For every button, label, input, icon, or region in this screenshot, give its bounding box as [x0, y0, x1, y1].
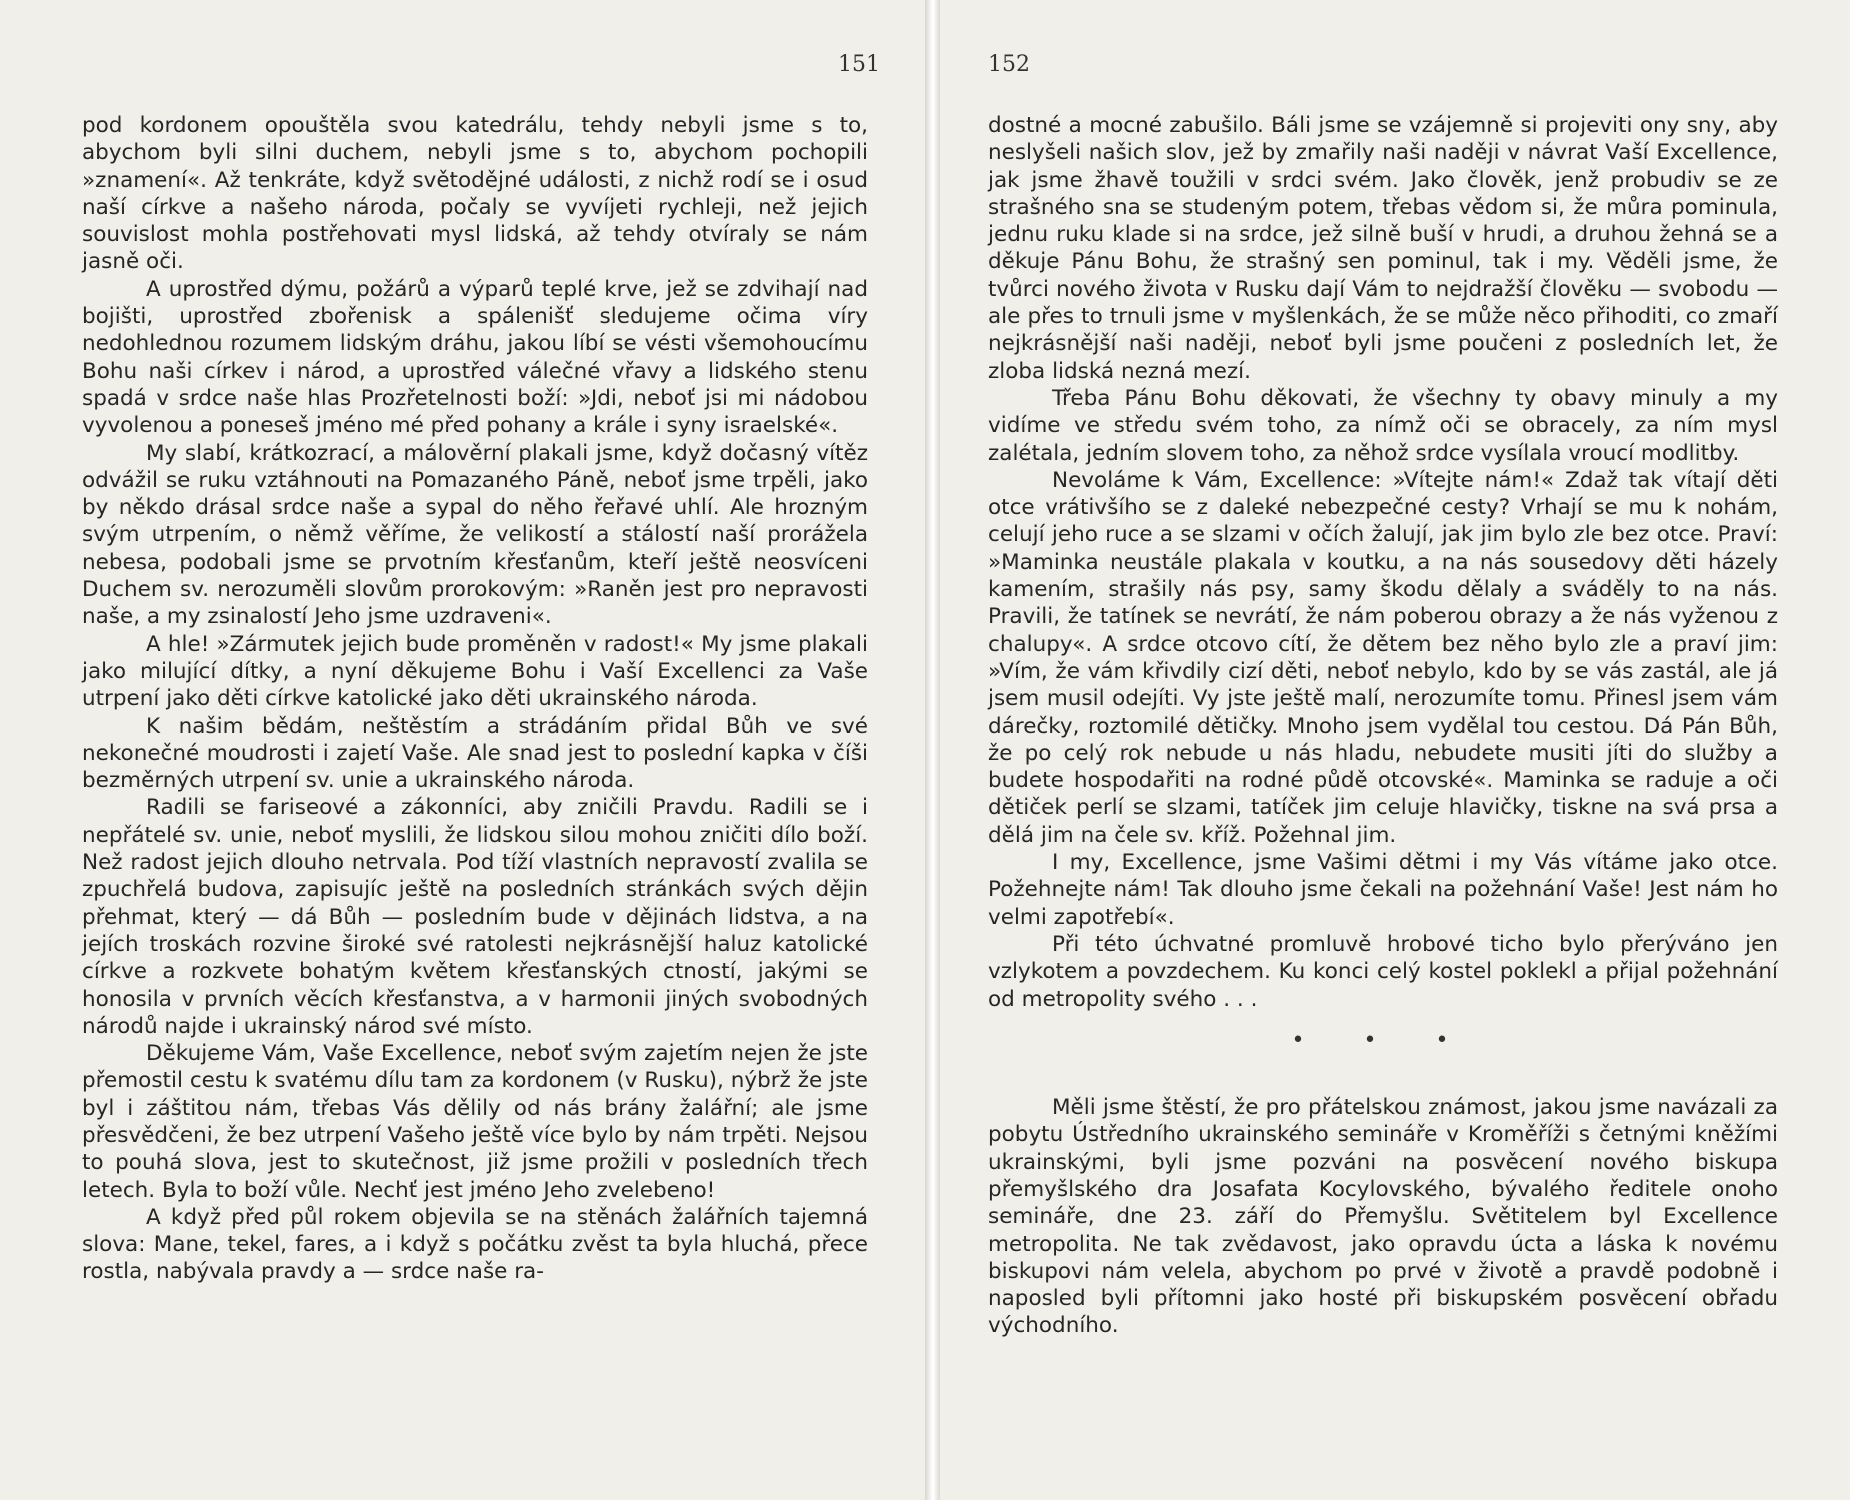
paragraph: dostné a mocné zabušilo. Báli jsme se vzájemně si projeviti ony sny, aby neslyšeli našich slov, jež by zmařily naši naději v návrat Vaší Excellence, jak jsme žhavě toužili v srdci svém. Jako člověk, jenž probudiv se ze strašného sna se studeným potem, třebas vědom si, že můra pominula, jednu ruku klade si na srdce, jež silně buší v hrudi, a druhou žehná se a děkuje Pánu Bohu, že strašný sen pominul, tak i my. Věděli jsme, že tvůrci nového života v Rusku dají Vám to nejdražší člověku — svobodu — ale přes to trnuli jsme v myšlenkách, že se může něco přihoditi, co zmaří nejkrásnější naši naději, neboť byli jsme poučeni z posledních let, že zloba lidská nezná mezí.: [988, 113, 1778, 384]
paragraph: A hle! »Zármutek jejich bude proměněn v radost!« My jsme plakali jako milující dítky, a nyní děkujeme Bohu i Vaší Excellenci za Vaše utrpení jako děti církve katolické jako děti ukrainského národa.: [82, 631, 868, 712]
paragraph: Při této úchvatné promluvě hrobové ticho bylo přerýváno jen vzlykotem a povzdechem. Ku konci celý kostel poklekl a přijal požehnání od metropolity svého . . .: [988, 931, 1778, 1012]
paragraph: K našim bědám, neštěstím a strádáním přidal Bůh ve své nekonečné moudrosti i zajetí Vaše. Ale snad jest to poslední kapka v číši bezměrných utrpení sv. unie a ukrainského národa.: [82, 713, 868, 794]
paragraph: My slabí, krátkozrací, a málověrní plakali jsme, když dočasný vítěz odvážil se ruku vztáhnouti na Pomazaného Páně, neboť jsme trpěli, jako by někdo drásal srdce naše a sypal do něho řeřavé uhlí. Ale hrozným svým utrpením, o němž věříme, že velikostí a stálostí naší prorážela nebesa, podobali jsme se prvotním křesťanům, kteří ještě neosvíceni Duchem sv. nerozuměli slovům prorokovým: »Raněn jest pro nepravosti naše, a my zsinalostí Jeho jsme uzdraveni«.: [82, 440, 868, 630]
paragraph: Děkujeme Vám, Vaše Excellence, neboť svým zajetím nejen že jste přemostil cestu k svatému dílu tam za kordonem (v Rusku), nýbrž že jste byl i záštitou nám, třebas Vás dělily od nás brány žalářní; ale jsme přesvědčeni, že bez utrpení Vašeho ještě více bylo by nám trpěti. Nejsou to pouhá slova, jest to skutečnost, již jsme prožili v posledních třech letech. Byla to boží vůle. Nechť jest jméno Jeho zvelebeno!: [82, 1041, 868, 1203]
paragraph: I my, Excellence, jsme Vašimi dětmi i my Vás vítáme jako otce. Požehnejte nám! Tak dlouho jsme čekali na požehnání Vaše! Jest nám ho velmi zapotřebí«.: [988, 850, 1778, 930]
section-separator: • • •: [1291, 1027, 1475, 1053]
book-gutter: [925, 0, 940, 1500]
page-number: 151: [838, 52, 880, 77]
paragraph: pod kordonem opouštěla svou katedrálu, tehdy nebyli jsme s to, abychom byli silni duchem, nebyli jsme s to, abychom pochopili »znamení«. Až tenkráte, když světodějné události, z nichž rodí se i osud naší církve a našeho národa, počaly se vyvíjeti rychleji, než jejich souvislost mohla postřehovati mysl lidská, až tehdy otvíraly se nám jasně oči.: [82, 113, 868, 275]
paragraph: Třeba Pánu Bohu děkovati, že všechny ty obavy minuly a my vidíme ve středu svém toho, za nímž oči se obracely, za ním mysl zalétala, jedním slovem toho, za něhož srdce vysílala vroucí modlitby.: [988, 385, 1778, 466]
page-number: 152: [988, 52, 1030, 77]
left-page-text: [82, 112, 868, 1286]
paragraph: Radili se fariseové a zákonníci, aby zničili Pravdu. Radili se i nepřátelé sv. unie, neboť myslili, že lidskou silou mohou zničiti dílo boží. Než radost jejich dlouho netrvala. Pod tíží vlastních nepravostí zvalila se zpuchřelá budova, zapisujíc ještě na posledních stránkách svých dějin přehmat, který — dá Bůh — posledním bude v dějinách lidstva, a na jejích troskách rozvine široké své ratolesti nejkrásnější haluz katolické církve a rozkvete bohatým květem křesťanských ctností, jakými se honosila v prvních věcích křesťanstva, a v harmonii jiných svobodných národů najde i ukrainský národ své místo.: [82, 795, 868, 1039]
right-page: [940, 0, 1850, 1500]
paragraph: A uprostřed dýmu, požárů a výparů teplé krve, jež se zdvihají nad bojišti, uprostřed zbořenisk a spálenišť sledujeme očima víry nedohlednou rozumem lidským dráhu, jakou líbí se vésti všemohoucímu Bohu naši církev i národ, a uprostřed válečné vřavy a lidského stenu spadá v srdce naše hlas Prozřetelnosti boží: »Jdi, neboť jsi mi nádobou vyvolenou a poneseš jméno mé před pohany a krále i syny israelské«.: [82, 276, 868, 439]
right-page-text: [988, 112, 1778, 1340]
paragraph: A když před půl rokem objevila se na stěnách žalářních tajemná slova: Mane, tekel, fares, a i když s počátku zvěst ta byla hluchá, přece rostla, nabývala pravdy a — srdce naše ra-: [82, 1204, 868, 1285]
paragraph: Měli jsme štěstí, že pro přátelskou známost, jakou jsme navázali za pobytu Ústředního ukrainského semináře v Kroměříži s četnými kněžími ukrainskými, byli jsme pozváni na posvěcení nového biskupa přemyšlského dra Josafata Kocylovského, bývalého ředitele onoho semináře, dne 23. září do Přemyšlu. Světitelem byl Excellence metropolita. Ne tak zvědavost, jako opravdu úcta a láska k novému biskupovi nám velela, abychom po prvé v životě a pravdě podobně i naposled byli přítomni jako hosté při biskupském posvěcení obřadu východního.: [988, 1095, 1778, 1339]
paragraph: Nevoláme k Vám, Excellence: »Vítejte nám!« Zdaž tak vítají děti otce vrátivšího se z daleké nebezpečné cesty? Vrhají se mu k nohám, celují jeho ruce a se slzami v očích žalují, jak jim bylo zle bez otce. Praví: »Maminka neustále plakala v koutku, a na nás sousedovy děti házely kamením, strašily nás psy, samy škodu dělaly a sváděly to na nás. Pravili, že tatínek se nevrátí, že nám poberou obrazy a že nás vyženou z chalupy«. A srdce otcovo cítí, že dětem bez něho bylo zle a praví jim: »Vím, že vám křivdily cizí děti, neboť nebylo, kdo by se vás zastál, ale já jsem musil odejíti. Vy jste ještě malí, nerozumíte tomu. Přinesl jsem vám dárečky, roztomilé dětičky. Mnoho jsem vydělal tou cestou. Dá Pán Bůh, že po celý rok nebude u nás hladu, nebudete musiti jíti do služby a budete hospodařiti na rodné půdě otcovské«. Maminka se raduje a oči dětiček perlí se slzami, tatíček jim celuje hlavičky, tiskne na svá prsa a dělá jim na čele sv. kříž. Požehnal jim.: [988, 467, 1778, 848]
